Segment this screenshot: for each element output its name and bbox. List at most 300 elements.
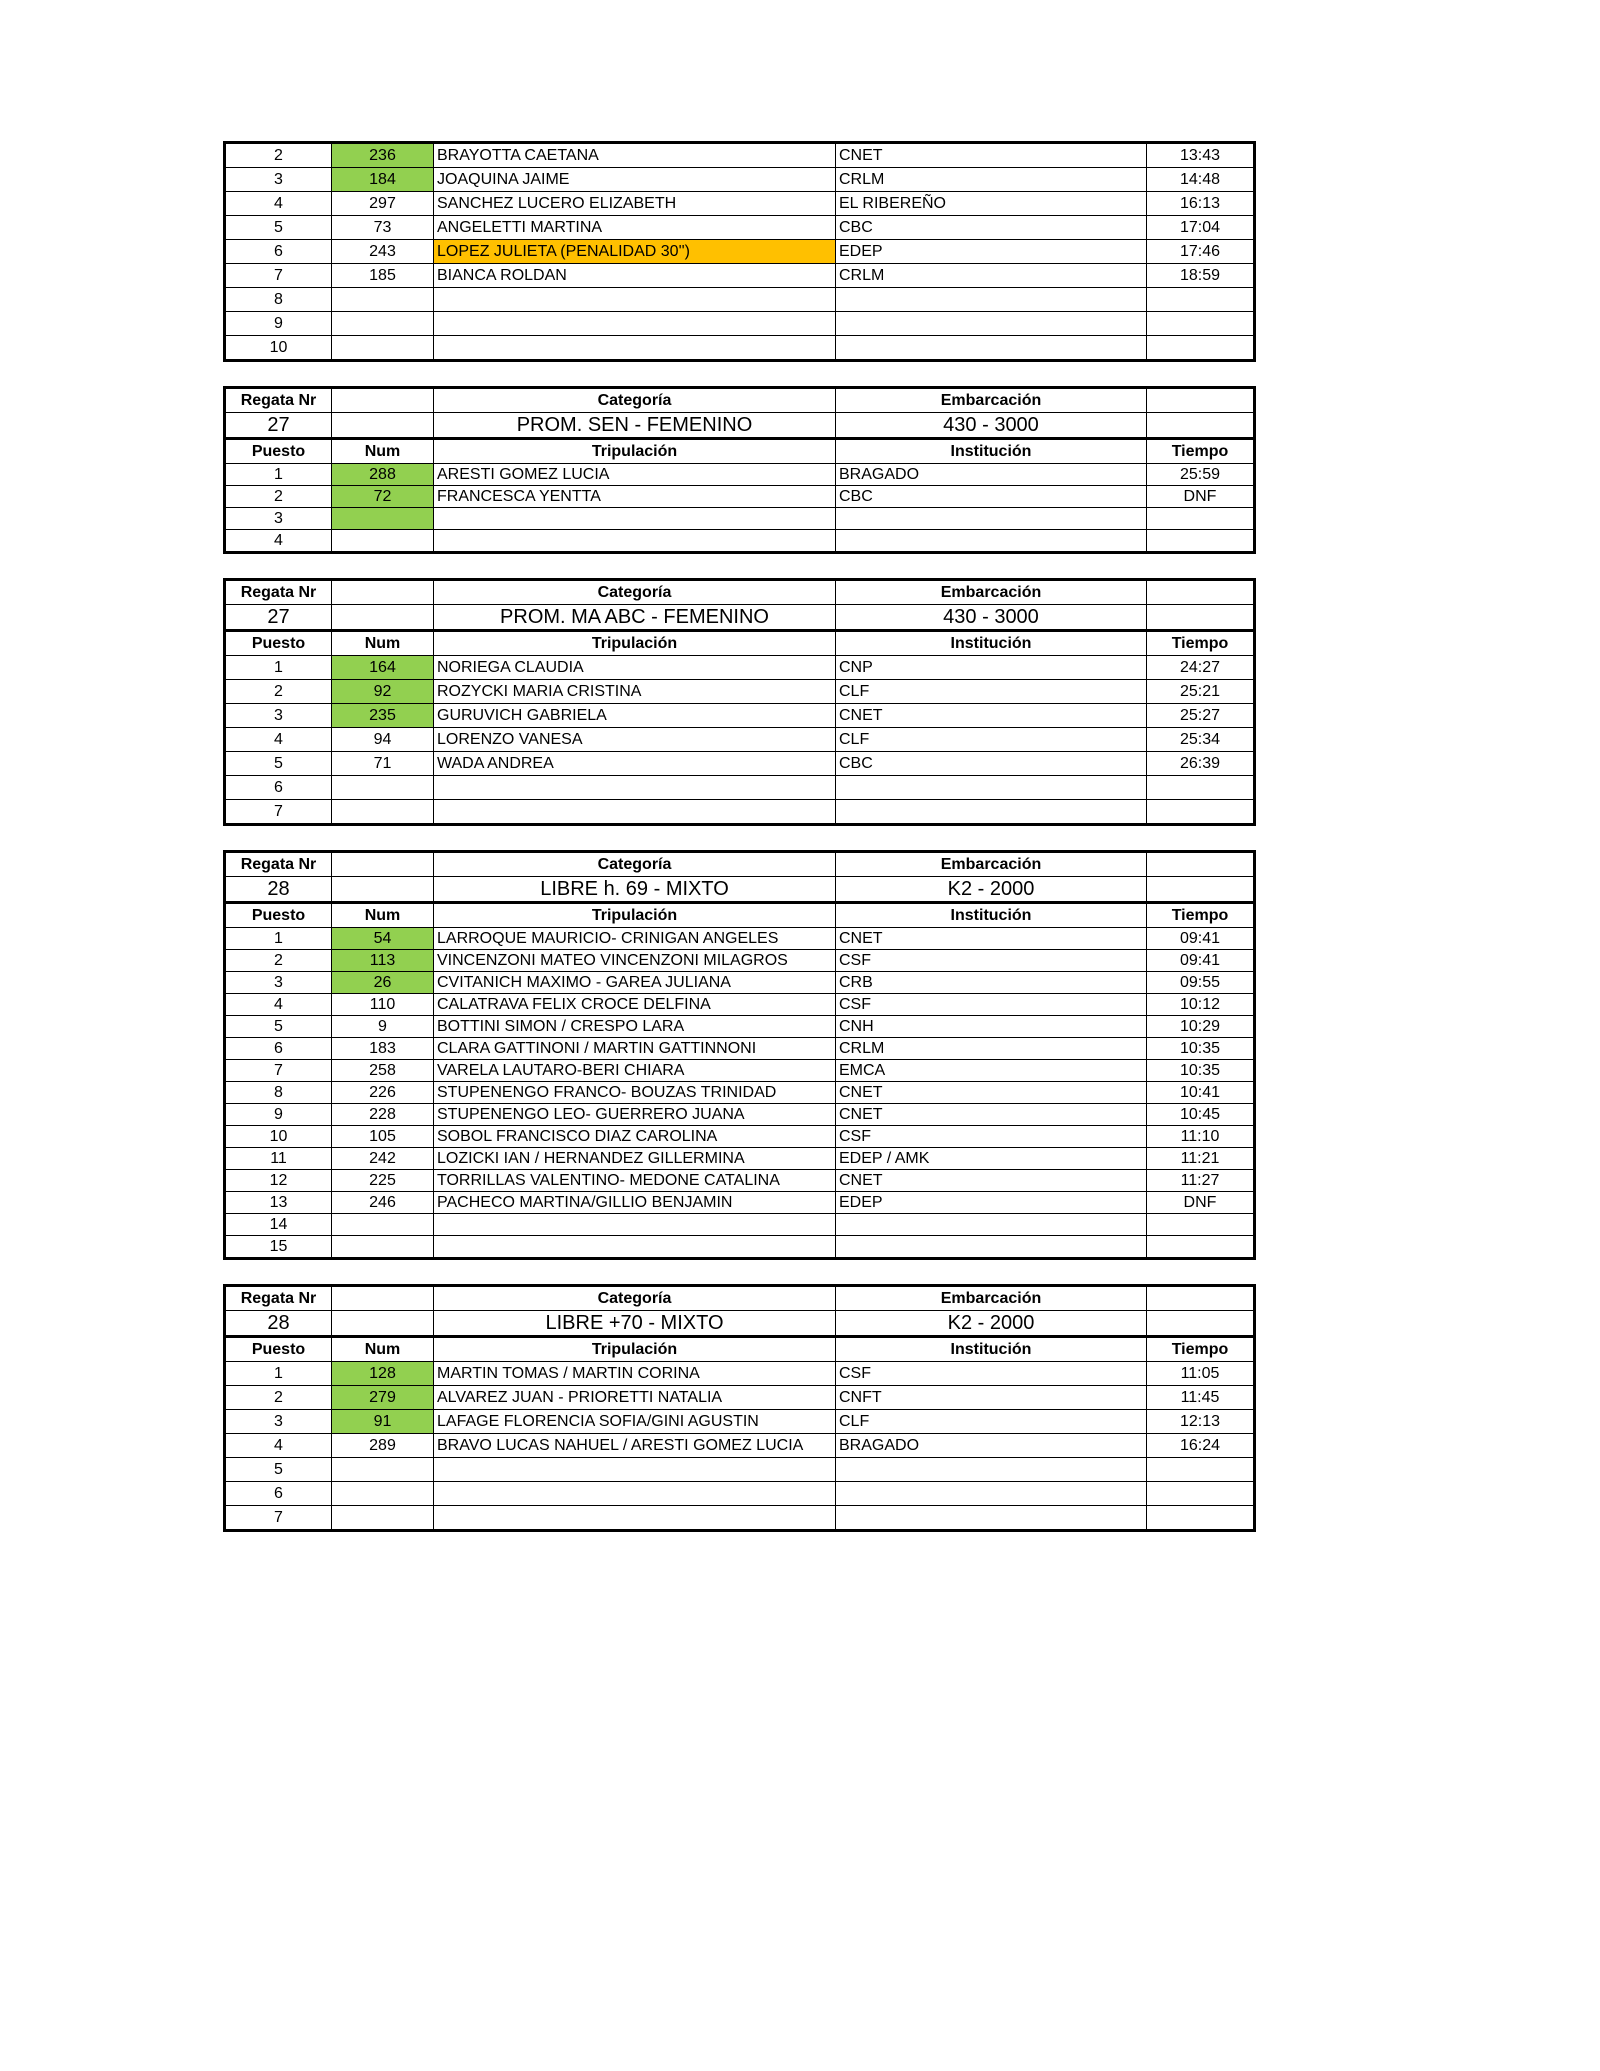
regata-number: 27 [225,413,332,439]
column-header-row [225,1337,1255,1362]
table-row [225,1236,1255,1259]
puesto-cell: 5 [225,216,332,240]
table-row [225,1506,1255,1531]
tiempo-cell: 11:05 [1147,1362,1255,1386]
puesto-cell: 3 [225,168,332,192]
num-cell: 242 [332,1148,434,1170]
empty-cell [332,852,434,877]
tripulacion-cell: GURUVICH GABRIELA [434,704,836,728]
tiempo-cell: 11:45 [1147,1386,1255,1410]
tripulacion-cell: MARTIN TOMAS / MARTIN CORINA [434,1362,836,1386]
institucion-cell: BRAGADO [836,1434,1147,1458]
empty-cell [332,877,434,903]
num-header: Num [332,903,434,928]
tiempo-cell: 25:21 [1147,680,1255,704]
results-table [223,850,1256,1260]
tripulacion-cell: PACHECO MARTINA/GILLIO BENJAMIN [434,1192,836,1214]
tiempo-header: Tiempo [1147,439,1255,464]
institucion-cell [836,312,1147,336]
num-cell: 105 [332,1126,434,1148]
tiempo-cell: 09:55 [1147,972,1255,994]
table-row [225,1192,1255,1214]
tripulacion-cell [434,1506,836,1531]
tiempo-cell: 18:59 [1147,264,1255,288]
num-cell: 26 [332,972,434,994]
regata-number: 28 [225,877,332,903]
num-cell: 9 [332,1016,434,1038]
table-row [225,1060,1255,1082]
table-row [225,1386,1255,1410]
tiempo-cell: 16:24 [1147,1434,1255,1458]
num-cell: 91 [332,1410,434,1434]
table-row [225,312,1255,336]
num-cell: 243 [332,240,434,264]
tripulacion-cell [434,1482,836,1506]
tripulacion-cell: SANCHEZ LUCERO ELIZABETH [434,192,836,216]
empty-cell [332,1311,434,1337]
tiempo-cell: 25:59 [1147,464,1255,486]
results-table [223,1284,1256,1532]
puesto-cell: 1 [225,656,332,680]
tripulacion-cell [434,1214,836,1236]
puesto-cell: 2 [225,950,332,972]
table-row [225,1082,1255,1104]
institucion-cell: EL RIBEREÑO [836,192,1147,216]
puesto-cell: 10 [225,1126,332,1148]
tripulacion-cell: ROZYCKI MARIA CRISTINA [434,680,836,704]
institucion-cell: CNH [836,1016,1147,1038]
puesto-cell: 5 [225,752,332,776]
regata-nr-label: Regata Nr [225,852,332,877]
puesto-cell: 11 [225,1148,332,1170]
tiempo-header: Tiempo [1147,631,1255,656]
tiempo-cell [1147,776,1255,800]
institucion-cell [836,1458,1147,1482]
puesto-cell: 7 [225,1506,332,1531]
num-cell: 225 [332,1170,434,1192]
empty-cell [332,413,434,439]
empty-cell [1147,413,1255,439]
puesto-cell: 7 [225,264,332,288]
tiempo-cell: 10:12 [1147,994,1255,1016]
table-row [225,508,1255,530]
puesto-cell: 1 [225,1362,332,1386]
puesto-cell: 4 [225,530,332,553]
table-row [225,776,1255,800]
column-header-row [225,903,1255,928]
results-table-continued [223,141,1256,362]
table-row [225,486,1255,508]
tiempo-cell: 09:41 [1147,950,1255,972]
table-row [225,972,1255,994]
puesto-cell: 5 [225,1016,332,1038]
tripulacion-cell [434,776,836,800]
table-row [225,1148,1255,1170]
tripulacion-cell: CVITANICH MAXIMO - GAREA JULIANA [434,972,836,994]
puesto-header: Puesto [225,631,332,656]
embarcacion-value: K2 - 2000 [836,1311,1147,1337]
tripulacion-cell: CLARA GATTINONI / MARTIN GATTINNONI [434,1038,836,1060]
regata-info-row [225,877,1255,903]
tiempo-cell: 13:43 [1147,143,1255,168]
tripulacion-cell: LARROQUE MAURICIO- CRINIGAN ANGELES [434,928,836,950]
categoria-value: PROM. MA ABC - FEMENINO [434,605,836,631]
tripulacion-cell: WADA ANDREA [434,752,836,776]
puesto-cell: 2 [225,1386,332,1410]
tiempo-cell: 10:35 [1147,1038,1255,1060]
institucion-cell: CNP [836,656,1147,680]
tiempo-cell [1147,336,1255,361]
puesto-cell: 2 [225,143,332,168]
tiempo-cell: 25:34 [1147,728,1255,752]
tiempo-cell: 10:45 [1147,1104,1255,1126]
tiempo-cell: 10:41 [1147,1082,1255,1104]
categoria-label: Categoría [434,580,836,605]
puesto-cell: 8 [225,1082,332,1104]
empty-cell [332,1286,434,1311]
tripulacion-cell: CALATRAVA FELIX CROCE DELFINA [434,994,836,1016]
institucion-cell: CSF [836,1126,1147,1148]
num-cell: 110 [332,994,434,1016]
num-header: Num [332,631,434,656]
puesto-cell: 12 [225,1170,332,1192]
table-row [225,264,1255,288]
embarcacion-value: 430 - 3000 [836,605,1147,631]
table-row [225,704,1255,728]
categoria-value: LIBRE +70 - MIXTO [434,1311,836,1337]
tiempo-cell: 26:39 [1147,752,1255,776]
tripulacion-cell: BOTTINI SIMON / CRESPO LARA [434,1016,836,1038]
institucion-cell: CRLM [836,264,1147,288]
tripulacion-cell: VINCENZONI MATEO VINCENZONI MILAGROS [434,950,836,972]
puesto-cell: 4 [225,994,332,1016]
institucion-cell [836,1214,1147,1236]
tiempo-cell [1147,312,1255,336]
num-cell [332,1236,434,1259]
num-cell [332,530,434,553]
num-cell: 236 [332,143,434,168]
num-cell: 228 [332,1104,434,1126]
tripulacion-cell: STUPENENGO LEO- GUERRERO JUANA [434,1104,836,1126]
empty-cell [1147,388,1255,413]
institucion-cell: CSF [836,1362,1147,1386]
table-row [225,168,1255,192]
categoria-label: Categoría [434,852,836,877]
empty-cell [1147,1286,1255,1311]
num-cell: 279 [332,1386,434,1410]
table-row [225,728,1255,752]
institucion-cell: CRB [836,972,1147,994]
num-cell: 73 [332,216,434,240]
puesto-cell: 7 [225,800,332,825]
institucion-cell: EDEP [836,240,1147,264]
regata-info-row [225,1311,1255,1337]
puesto-cell: 3 [225,704,332,728]
tiempo-cell: 25:27 [1147,704,1255,728]
num-cell [332,336,434,361]
tiempo-cell: DNF [1147,1192,1255,1214]
puesto-cell: 7 [225,1060,332,1082]
column-header-row [225,631,1255,656]
num-cell: 235 [332,704,434,728]
tiempo-cell: 11:27 [1147,1170,1255,1192]
tripulacion-header: Tripulación [434,903,836,928]
tripulacion-cell: VARELA LAUTARO-BERI CHIARA [434,1060,836,1082]
regata-header-row [225,388,1255,413]
table-row [225,530,1255,553]
puesto-cell: 2 [225,486,332,508]
tiempo-header: Tiempo [1147,1337,1255,1362]
institucion-cell [836,1482,1147,1506]
empty-cell [332,580,434,605]
institucion-cell: CNET [836,928,1147,950]
table-row [225,143,1255,168]
regata-header-row [225,852,1255,877]
puesto-cell: 6 [225,776,332,800]
num-cell: 128 [332,1362,434,1386]
institucion-cell: CLF [836,680,1147,704]
institucion-header: Institución [836,1337,1147,1362]
puesto-header: Puesto [225,1337,332,1362]
table-row [225,216,1255,240]
institucion-cell: CNET [836,143,1147,168]
institucion-cell [836,508,1147,530]
tripulacion-header: Tripulación [434,631,836,656]
embarcacion-label: Embarcación [836,580,1147,605]
institucion-header: Institución [836,631,1147,656]
table-row [225,1104,1255,1126]
tiempo-cell: 17:04 [1147,216,1255,240]
categoria-value: LIBRE h. 69 - MIXTO [434,877,836,903]
puesto-cell: 13 [225,1192,332,1214]
puesto-cell: 2 [225,680,332,704]
tripulacion-cell: TORRILLAS VALENTINO- MEDONE CATALINA [434,1170,836,1192]
num-cell: 258 [332,1060,434,1082]
tripulacion-cell: ANGELETTI MARTINA [434,216,836,240]
puesto-header: Puesto [225,439,332,464]
regata-header-row [225,580,1255,605]
puesto-cell: 8 [225,288,332,312]
institucion-cell: CNET [836,704,1147,728]
num-cell: 113 [332,950,434,972]
tiempo-cell: 24:27 [1147,656,1255,680]
tripulacion-cell: JOAQUINA JAIME [434,168,836,192]
table-row [225,752,1255,776]
num-cell: 164 [332,656,434,680]
tiempo-cell: 12:13 [1147,1410,1255,1434]
tripulacion-cell: BIANCA ROLDAN [434,264,836,288]
institucion-header: Institución [836,439,1147,464]
tiempo-cell [1147,530,1255,553]
institucion-cell: EMCA [836,1060,1147,1082]
puesto-cell: 3 [225,972,332,994]
tripulacion-cell: LORENZO VANESA [434,728,836,752]
empty-cell [332,605,434,631]
puesto-cell: 6 [225,240,332,264]
institucion-cell: CNET [836,1082,1147,1104]
num-cell: 71 [332,752,434,776]
embarcacion-label: Embarcación [836,388,1147,413]
num-cell: 289 [332,1434,434,1458]
embarcacion-label: Embarcación [836,1286,1147,1311]
table-row [225,928,1255,950]
tiempo-cell: 10:35 [1147,1060,1255,1082]
institucion-cell: BRAGADO [836,464,1147,486]
regata-nr-label: Regata Nr [225,1286,332,1311]
num-cell [332,800,434,825]
institucion-cell: CSF [836,950,1147,972]
institucion-cell: CLF [836,728,1147,752]
tripulacion-cell [434,336,836,361]
table-row [225,192,1255,216]
puesto-cell: 1 [225,464,332,486]
tripulacion-cell [434,1458,836,1482]
regata-number: 27 [225,605,332,631]
table-row [225,1362,1255,1386]
empty-cell [1147,580,1255,605]
tiempo-cell [1147,1236,1255,1259]
puesto-cell: 9 [225,312,332,336]
num-cell [332,312,434,336]
puesto-cell: 4 [225,728,332,752]
institucion-cell [836,1236,1147,1259]
tiempo-cell: 11:10 [1147,1126,1255,1148]
institucion-cell [836,530,1147,553]
column-header-row [225,439,1255,464]
tiempo-cell: 10:29 [1147,1016,1255,1038]
tiempo-cell: 11:21 [1147,1148,1255,1170]
institucion-cell: CBC [836,752,1147,776]
table-row [225,800,1255,825]
num-cell: 92 [332,680,434,704]
regata-nr-label: Regata Nr [225,388,332,413]
table-row [225,1170,1255,1192]
regata-info-row [225,413,1255,439]
num-cell: 54 [332,928,434,950]
puesto-cell: 5 [225,1458,332,1482]
results-table [223,578,1256,826]
num-cell [332,1482,434,1506]
regata-nr-label: Regata Nr [225,580,332,605]
num-cell [332,1506,434,1531]
table-row [225,1126,1255,1148]
regata-header-row [225,1286,1255,1311]
embarcacion-value: K2 - 2000 [836,877,1147,903]
table-row [225,994,1255,1016]
tiempo-cell: DNF [1147,486,1255,508]
tiempo-cell [1147,1458,1255,1482]
regata-info-row [225,605,1255,631]
institucion-header: Institución [836,903,1147,928]
institucion-cell: EDEP [836,1192,1147,1214]
num-cell: 72 [332,486,434,508]
categoria-label: Categoría [434,1286,836,1311]
tiempo-cell [1147,288,1255,312]
tripulacion-cell: FRANCESCA YENTTA [434,486,836,508]
tripulacion-cell: NORIEGA CLAUDIA [434,656,836,680]
tripulacion-cell: ARESTI GOMEZ LUCIA [434,464,836,486]
num-cell: 288 [332,464,434,486]
table-row [225,1016,1255,1038]
num-cell: 184 [332,168,434,192]
institucion-cell: CNFT [836,1386,1147,1410]
institucion-cell: CSF [836,994,1147,1016]
num-cell: 183 [332,1038,434,1060]
table-row [225,288,1255,312]
puesto-cell: 6 [225,1038,332,1060]
table-row [225,1038,1255,1060]
tiempo-cell [1147,800,1255,825]
table-row [225,1214,1255,1236]
institucion-cell: CRLM [836,1038,1147,1060]
empty-cell [1147,877,1255,903]
institucion-cell [836,776,1147,800]
embarcacion-value: 430 - 3000 [836,413,1147,439]
table-row [225,1410,1255,1434]
tiempo-cell [1147,1482,1255,1506]
num-cell [332,1458,434,1482]
empty-cell [1147,852,1255,877]
puesto-cell: 3 [225,1410,332,1434]
num-header: Num [332,1337,434,1362]
institucion-cell [836,288,1147,312]
tripulacion-cell: LOZICKI IAN / HERNANDEZ GILLERMINA [434,1148,836,1170]
num-header: Num [332,439,434,464]
puesto-cell: 10 [225,336,332,361]
num-cell [332,288,434,312]
puesto-cell: 9 [225,1104,332,1126]
num-cell: 94 [332,728,434,752]
results-sheet [223,141,1253,1556]
tripulacion-cell: BRAYOTTA CAETANA [434,143,836,168]
institucion-cell: CNET [836,1170,1147,1192]
institucion-cell: CRLM [836,168,1147,192]
table-row [225,656,1255,680]
num-cell [332,508,434,530]
regata-number: 28 [225,1311,332,1337]
puesto-cell: 14 [225,1214,332,1236]
tiempo-cell: 14:48 [1147,168,1255,192]
table-row [225,1458,1255,1482]
tripulacion-cell [434,312,836,336]
table-row [225,240,1255,264]
table-row [225,336,1255,361]
table-row [225,464,1255,486]
puesto-cell: 4 [225,192,332,216]
tripulacion-cell: LAFAGE FLORENCIA SOFIA/GINI AGUSTIN [434,1410,836,1434]
tripulacion-cell [434,530,836,553]
num-cell: 226 [332,1082,434,1104]
num-cell [332,1214,434,1236]
tiempo-cell [1147,1214,1255,1236]
tiempo-cell: 09:41 [1147,928,1255,950]
empty-cell [332,388,434,413]
num-cell: 185 [332,264,434,288]
institucion-cell: CBC [836,486,1147,508]
categoria-label: Categoría [434,388,836,413]
puesto-header: Puesto [225,903,332,928]
empty-cell [1147,1311,1255,1337]
table-row [225,1482,1255,1506]
puesto-cell: 4 [225,1434,332,1458]
tripulacion-cell: SOBOL FRANCISCO DIAZ CAROLINA [434,1126,836,1148]
tripulacion-cell [434,800,836,825]
tripulacion-cell: ALVAREZ JUAN - PRIORETTI NATALIA [434,1386,836,1410]
institucion-cell [836,1506,1147,1531]
num-cell: 297 [332,192,434,216]
puesto-cell: 6 [225,1482,332,1506]
tiempo-cell [1147,508,1255,530]
